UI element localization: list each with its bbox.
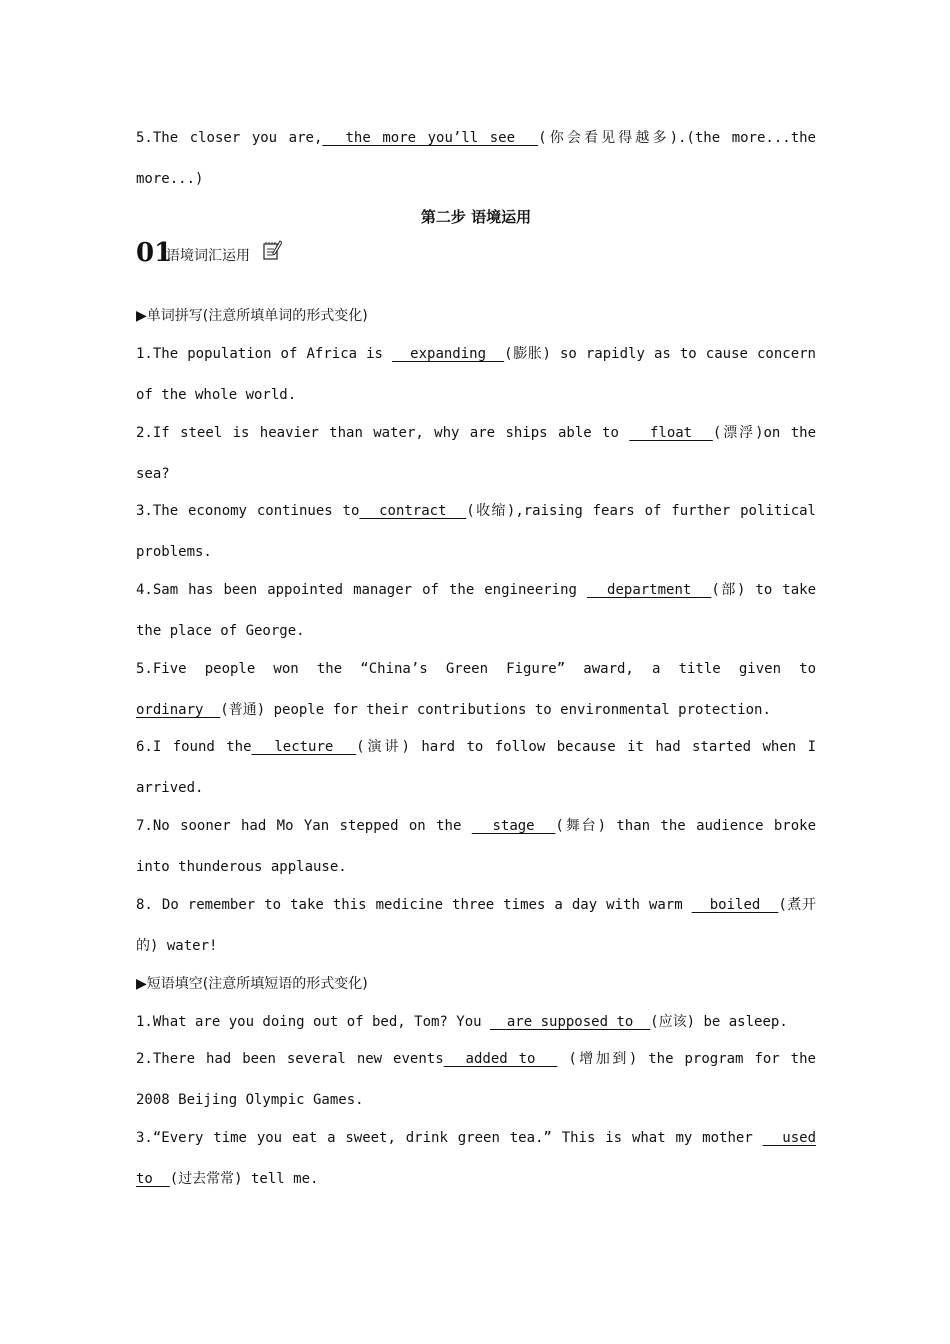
word-item-5-line2: ordinary (普通) people for their contributions to environmental protection. [136, 702, 771, 718]
top-item-line2: more...) [136, 171, 204, 187]
word-item-3-line2: problems. [136, 544, 212, 560]
word-item-7-line1: 7.No sooner had Mo Yan stepped on the stage (舞台) than the audience broke [136, 818, 817, 834]
answer-blank: boiled [691, 897, 779, 913]
answer-blank: float [629, 425, 713, 441]
phrase-item-3-line1: 3.“Every time you eat a sweet, drink green tea.” This is what my mother used [136, 1130, 816, 1146]
word-item-4-line2: the place of George. [136, 623, 305, 639]
answer-blank: ordinary [136, 702, 221, 718]
answer-blank: department [587, 582, 712, 598]
phrase-item-1-line1: 1.What are you doing out of bed, Tom? You are supposed to (应该) be asleep. [136, 1014, 788, 1030]
answer-blank: stage [471, 818, 556, 834]
phrase-item-3-line2: to (过去常常) tell me. [136, 1171, 319, 1187]
phrase-item-2-line2: 2008 Beijing Olympic Games. [136, 1092, 364, 1108]
top-item-line1: 5.The closer you are, the more you’ll see (你会看见得越多).(the more...the [136, 130, 816, 146]
word-item-1-line2: of the whole world. [136, 387, 297, 403]
phrase-item-2-line1: 2.There had been several new events added to (增加到) the program for the [136, 1051, 816, 1067]
word-item-6-line1: 6.I found the lecture (演讲) hard to follow because it had started when I [136, 739, 817, 755]
word-item-4-line1: 4.Sam has been appointed manager of the engineering department (部) to take [136, 582, 816, 598]
section-badge-label: 语境词汇运用 [166, 248, 250, 264]
word-item-3-line1: 3.The economy continues to contract (收缩),raising fears of further political [136, 503, 816, 519]
word-item-6-line2: arrived. [136, 780, 204, 796]
section-number: 01 [136, 238, 173, 268]
word-item-7-line2: into thunderous applause. [136, 859, 347, 875]
answer-blank: contract [359, 503, 467, 519]
word-item-5-line1: 5.Five people won the “China’s Green Figure” award, a title given to [136, 661, 816, 677]
answer-blank: the more you’ll see [322, 130, 539, 146]
word-section-title: ▶单词拼写(注意所填单词的形式变化) [136, 308, 368, 324]
word-item-8-line2: 的) water! [136, 938, 218, 954]
word-item-2-line2: sea? [136, 466, 170, 482]
answer-blank: added to [443, 1051, 558, 1067]
answer-blank: expanding [392, 346, 505, 362]
answer-blank: are supposed to [490, 1014, 651, 1030]
answer-blank: to [136, 1171, 170, 1187]
pencil-notepad-icon [262, 239, 282, 261]
word-item-1-line1: 1.The population of Africa is expanding (膨胀) so rapidly as to cause concern [136, 346, 816, 362]
answer-blank: used [762, 1130, 816, 1146]
word-item-8-line1: 8. Do remember to take this medicine three times a day with warm boiled (煮开 [136, 897, 816, 913]
phrase-section-title: ▶短语填空(注意所填短语的形式变化) [136, 976, 368, 992]
section-heading: 第二步 语境运用 [420, 208, 532, 226]
answer-blank: lecture [251, 739, 357, 755]
word-item-2-line1: 2.If steel is heavier than water, why are ships able to float (漂浮)on the [136, 425, 816, 441]
